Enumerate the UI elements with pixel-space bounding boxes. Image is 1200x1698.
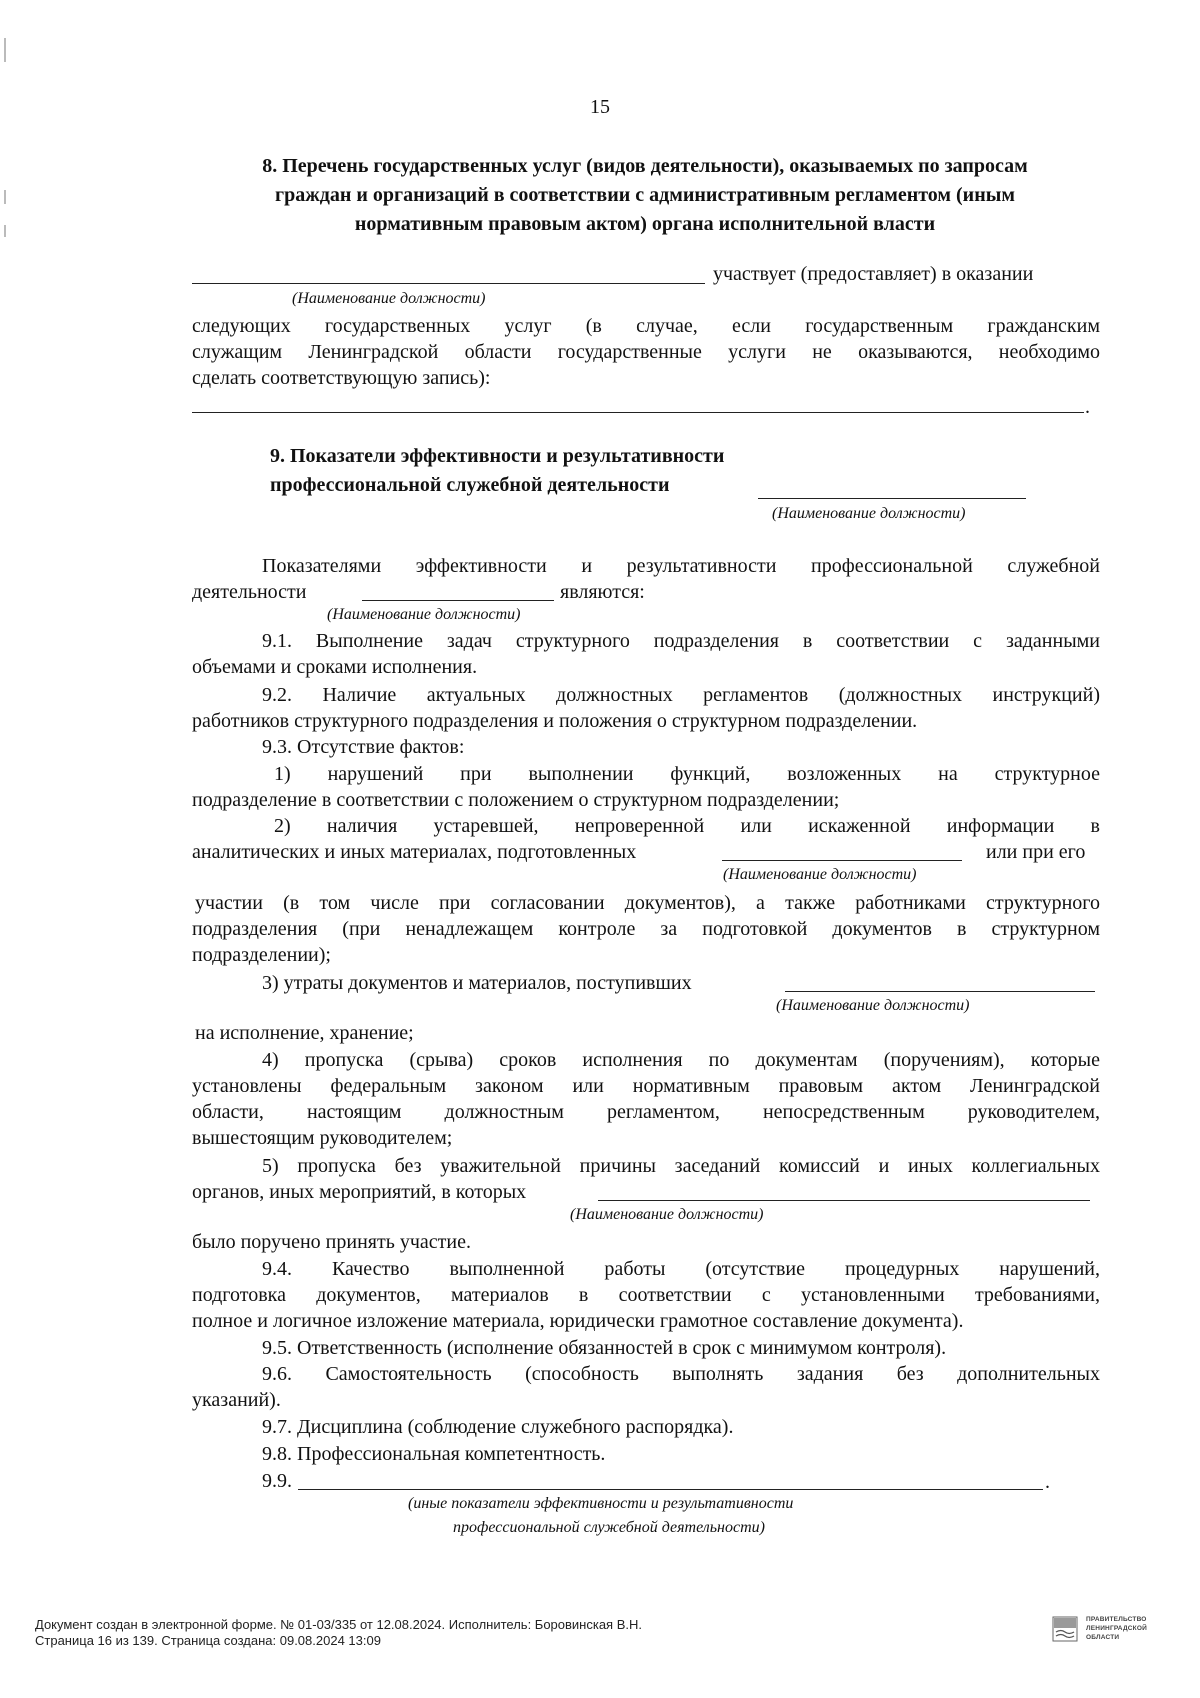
end-dot: . (1085, 396, 1090, 418)
item-2-continuation-line: подразделения (при ненадлежащем контроле за подготовкой документов в структурном (192, 918, 1100, 940)
position-blank-line (192, 283, 705, 284)
item-4-line: 4) пропуска (срыва) сроков исполнения по документам (поручениям), которые (262, 1049, 1100, 1071)
position-blank-line (785, 991, 1095, 992)
paragraph-9-2-line: 9.2. Наличие актуальных должностных регламентов (должностных инструкций) (262, 684, 1100, 706)
indicators-caption-line: (иные показатели эффективности и результативности (408, 1495, 794, 1512)
end-dot: . (1045, 1471, 1050, 1493)
item-1-line: подразделение в соответствии с положением о структурном подразделении; (192, 789, 840, 811)
section-9-title-line: профессиональной служебной деятельности (270, 474, 670, 496)
services-text-line: служащим Ленинградской области государственные услуги не оказываются, необходимо (192, 341, 1100, 363)
section-8-title (190, 152, 1100, 239)
paragraph-9-4-line: подготовка документов, материалов в соответствии с установленными требованиями, (192, 1284, 1100, 1306)
section-8-title-line: 8. Перечень государственных услуг (видов деятельности), оказываемых по запросам (262, 155, 1028, 177)
intro-suffix: являются: (560, 581, 645, 603)
paragraph-9-6-line: 9.6. Самостоятельность (способность выполнять задания без дополнительных (262, 1363, 1100, 1385)
government-logo (1052, 1613, 1172, 1647)
paragraph-9-2-line: работников структурного подразделения и положения о структурном подразделении. (192, 710, 918, 732)
paragraph-9-4-line: 9.4. Качество выполненной работы (отсутствие процедурных нарушений, (262, 1258, 1100, 1280)
item-4-line: вышестоящим руководителем; (192, 1127, 453, 1149)
logo-text-line: ЛЕНИНГРАДСКОЙ (1086, 1625, 1147, 1632)
item-1-line: 1) нарушений при выполнении функций, возложенных на структурное (274, 763, 1100, 785)
logo-text-line: ОБЛАСТИ (1086, 1634, 1120, 1641)
item-5-prefix: органов, иных мероприятий, в которых (192, 1181, 527, 1203)
participates-text: участвует (предоставляет) в оказании (713, 263, 1034, 285)
position-blank-line (722, 860, 962, 861)
position-caption: (Наименование должности) (292, 290, 486, 307)
indicators-caption-line: профессиональной служебной деятельности) (453, 1519, 765, 1536)
paragraph-9-7: 9.7. Дисциплина (соблюдение служебного распорядка). (262, 1416, 734, 1438)
paragraph-9-1-line: объемами и сроками исполнения. (192, 656, 478, 678)
item-4-line: области, настоящим должностным регламентом, непосредственным руководителем, (192, 1101, 1100, 1123)
position-caption: (Наименование должности) (723, 866, 917, 883)
intro-line: Показателями эффективности и результативности профессиональной служебной (262, 555, 1100, 577)
section-9-title (270, 442, 1030, 500)
footer-page-info: Страница 16 из 139. Страница создана: 09.08.2024 13:09 (35, 1633, 381, 1648)
scan-mark (4, 225, 6, 237)
section-9-title-line: 9. Показатели эффективности и результативности (270, 445, 725, 467)
position-blank-line (598, 1200, 1090, 1201)
section-8-title-line: граждан и организаций в соответствии с административным регламентом (иным (275, 184, 1015, 206)
item-2-continuation-line: участии (в том числе при согласовании документов), а также работниками структурного (195, 892, 1100, 914)
item-5-continuation: было поручено принять участие. (192, 1231, 471, 1253)
item-4-line: установлены федеральным законом или нормативным правовым актом Ленинградской (192, 1075, 1100, 1097)
paragraph-9-6-line: указаний). (192, 1389, 281, 1411)
paragraph-9-1-line: 9.1. Выполнение задач структурного подразделения в соответствии с заданными (262, 630, 1100, 652)
paragraph-9-5: 9.5. Ответственность (исполнение обязанностей в срок с минимумом контроля). (262, 1337, 947, 1359)
paragraph-9-3: 9.3. Отсутствие фактов: (262, 736, 465, 758)
position-caption: (Наименование должности) (327, 606, 521, 623)
logo-text-line: ПРАВИТЕЛЬСТВО (1086, 1616, 1147, 1623)
position-blank-line (362, 600, 554, 601)
scan-mark (4, 38, 6, 62)
position-caption: (Наименование должности) (570, 1206, 764, 1223)
position-blank-line (758, 498, 1026, 499)
item-2-line: 2) наличия устаревшей, непроверенной или искаженной информации в (274, 815, 1100, 837)
paragraph-9-4-line: полное и логичное изложение материала, юридически грамотное составление документа). (192, 1310, 964, 1332)
position-caption: (Наименование должности) (776, 997, 970, 1014)
services-blank-line (192, 412, 1084, 413)
section-8-title-line: нормативным правовым актом) органа исполнительной власти (354, 213, 936, 235)
page-number: 15 (590, 96, 610, 118)
item-2-prefix: аналитических и иных материалах, подготовленных (192, 841, 637, 863)
item-5-line: 5) пропуска без уважительной причины заседаний комиссий и иных коллегиальных (262, 1155, 1100, 1177)
position-caption: (Наименование должности) (772, 505, 966, 522)
paragraph-9-8: 9.8. Профессиональная компетентность. (262, 1443, 606, 1465)
logo-text (1086, 1615, 1147, 1642)
services-text-line: следующих государственных услуг (в случае, если государственным гражданским (192, 315, 1100, 337)
item-2-continuation-line: подразделении); (192, 944, 331, 966)
indicators-blank-line (298, 1489, 1043, 1490)
item-3-continuation: на исполнение, хранение; (195, 1022, 414, 1044)
paragraph-9-9: 9.9. (262, 1470, 292, 1492)
services-text-line: сделать соответствующую запись): (192, 367, 491, 389)
intro-prefix: деятельности (192, 581, 307, 603)
footer-doc-info: Документ создан в электронной форме. № 01-03/335 от 12.08.2024. Исполнитель: Боровинская В.Н. (35, 1617, 642, 1632)
scan-mark (4, 190, 6, 204)
leningrad-region-emblem-icon (1052, 1616, 1078, 1642)
item-2-suffix: или при его (986, 841, 1086, 863)
item-3-prefix: 3) утраты документов и материалов, поступивших (262, 972, 692, 994)
